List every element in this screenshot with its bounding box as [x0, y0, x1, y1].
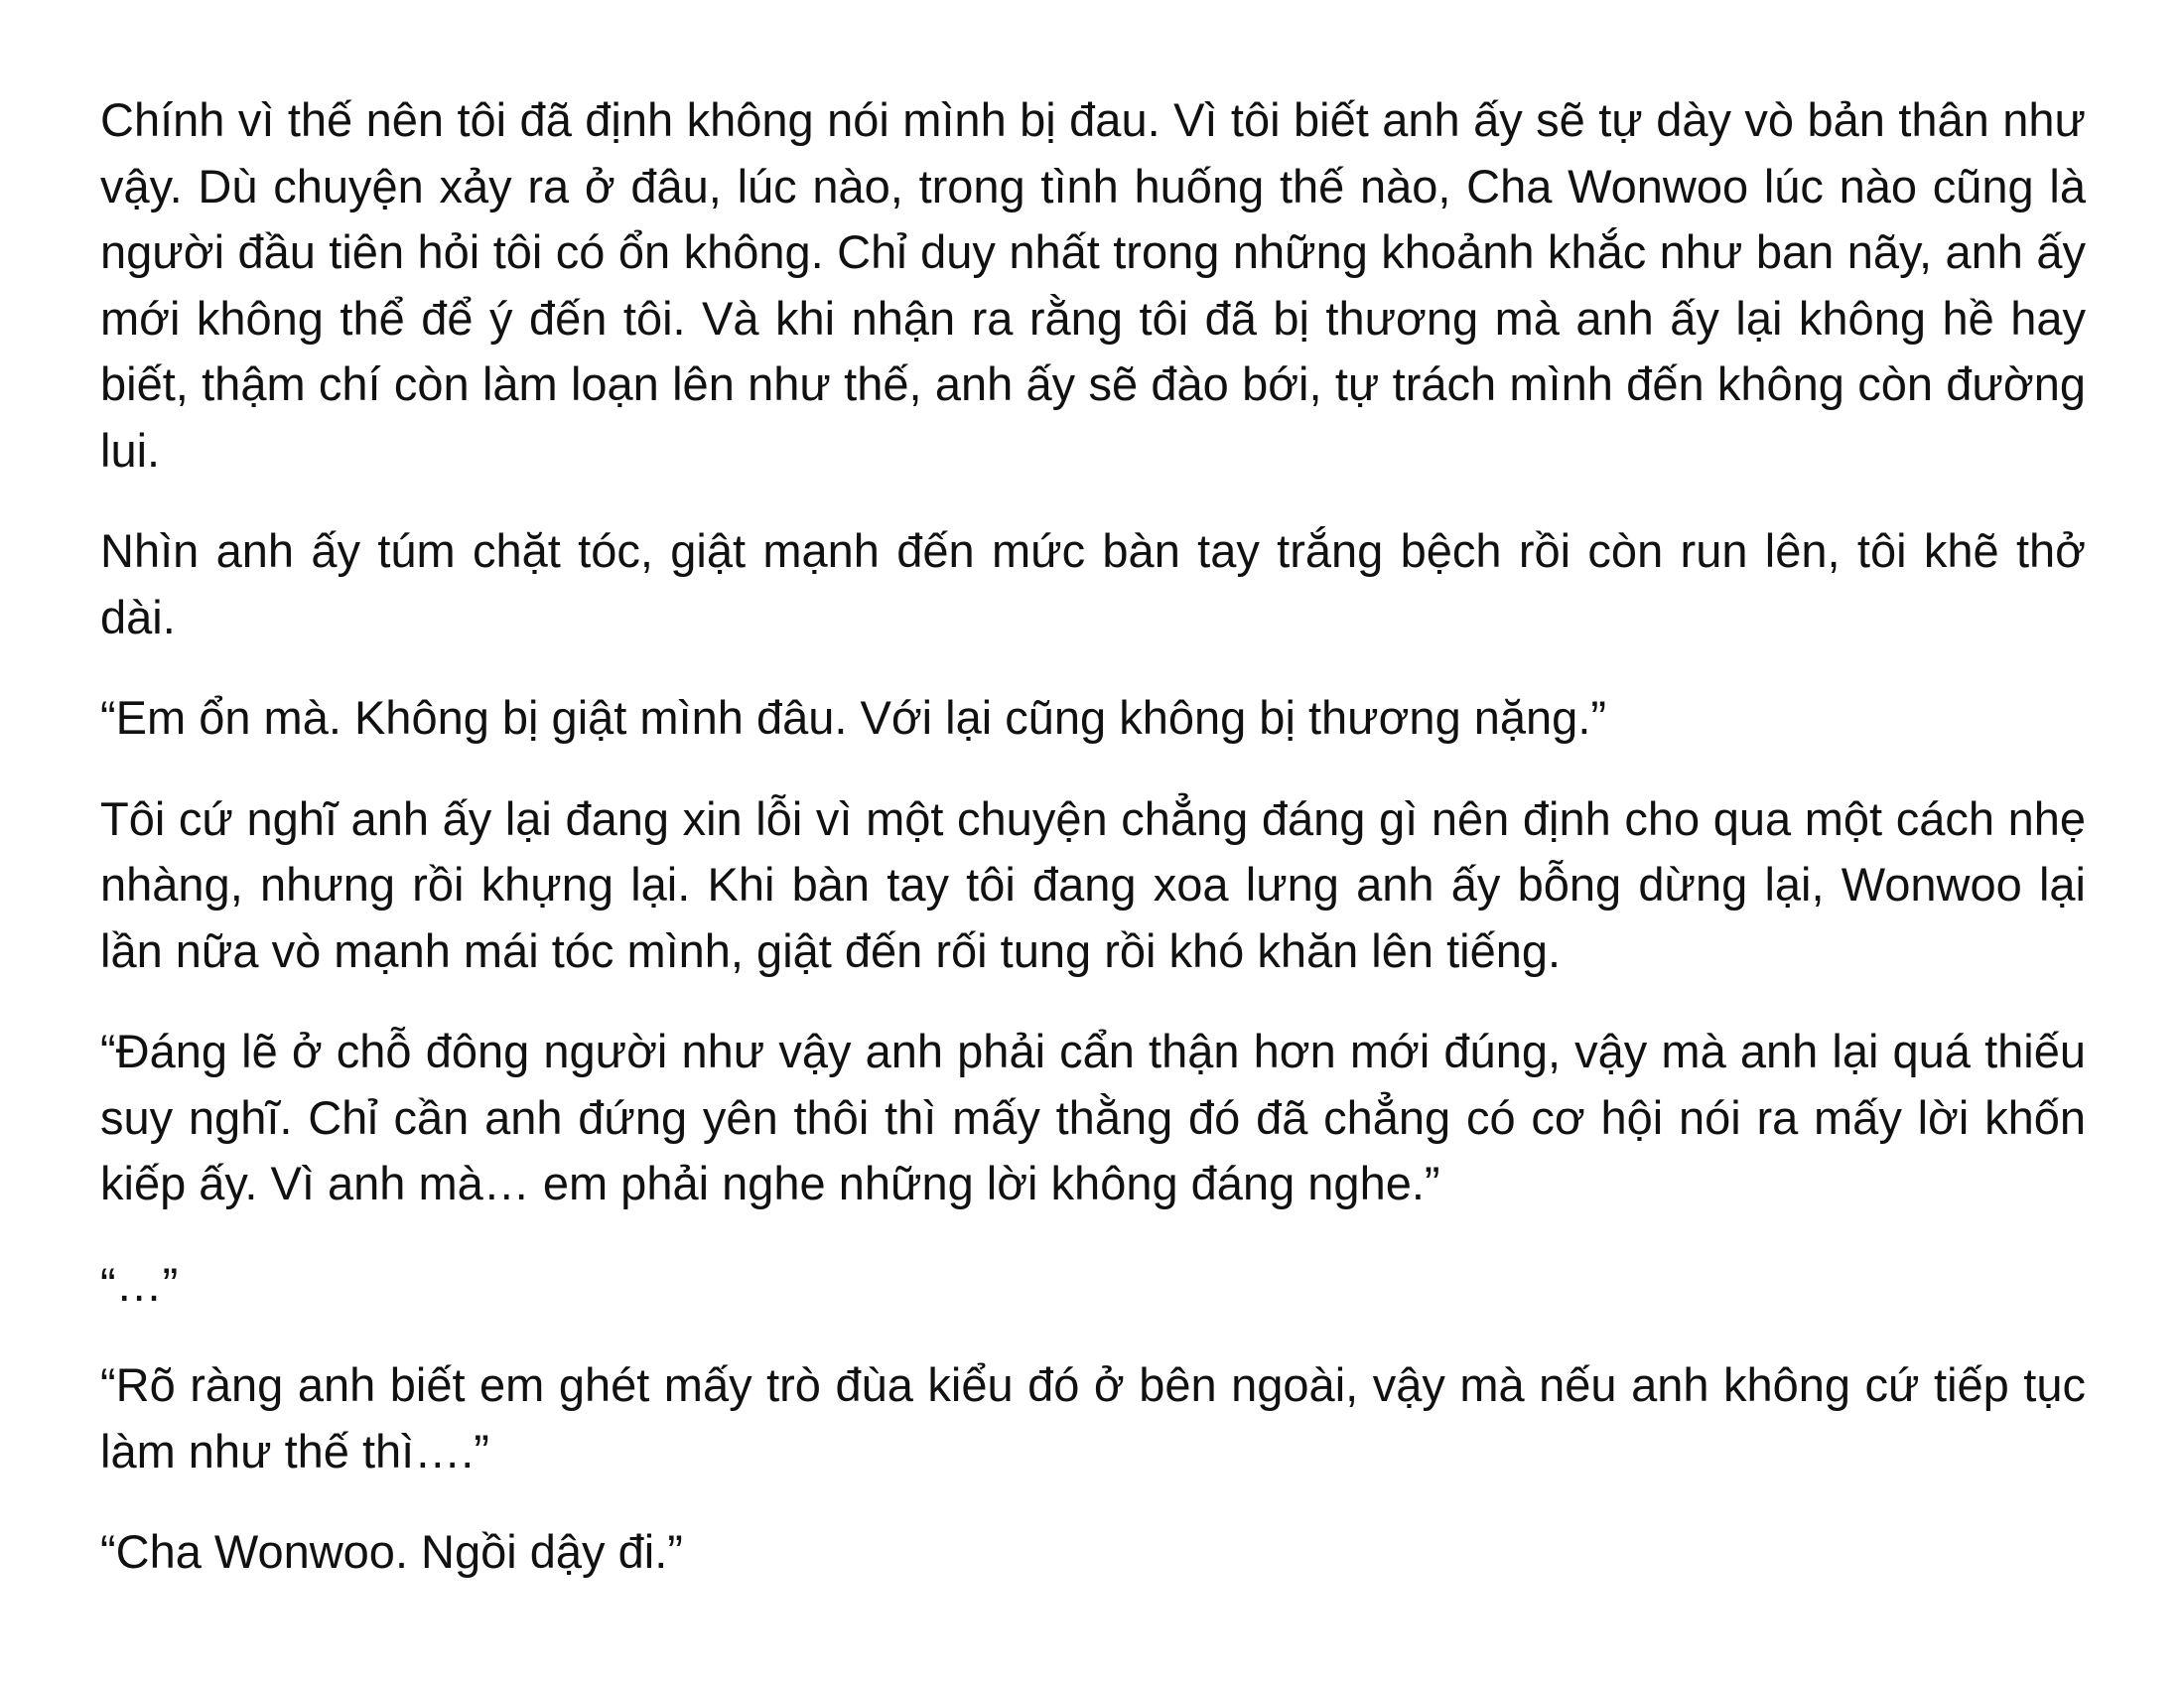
paragraph-8: “Cha Wonwoo. Ngồi dậy đi.” — [100, 1525, 683, 1578]
paragraph-5: “Đáng lẽ ở chỗ đông người như vậy anh phải cẩn thận hơn mới đúng, vậy mà anh lại quá thiếu suy nghĩ. Chỉ cần anh đứng yên thôi thì mấy thằng đó đã chẳng có cơ hội nói ra mấy lời khốn kiếp ấy. Vì anh mà… em phải nghe những lời không đáng nghe.” — [100, 1025, 2086, 1209]
paragraph-2: Nhìn anh ấy túm chặt tóc, giật mạnh đến mức bàn tay trắng bệch rồi còn run lên, tôi khẽ thở dài. — [100, 524, 2086, 643]
paragraph-6: “…” — [100, 1257, 179, 1311]
paragraph-1: Chính vì thế nên tôi đã định không nói mình bị đau. Vì tôi biết anh ấy sẽ tự dày vò bản thân như vậy. Dù chuyện xảy ra ở đâu, lúc nào, trong tình huống thế nào, Cha Wonwoo lúc nào cũng là người đầu tiên hỏi tôi có ổn không. Chỉ duy nhất trong những khoảnh khắc như ban nãy, anh ấy mới không thể để ý đến tôi. Và khi nhận ra rằng tôi đã bị thương mà anh ấy lại không hề hay biết, thậm chí còn làm loạn lên như thế, anh ấy sẽ đào bới, tự trách mình đến không còn đường lui. — [100, 93, 2086, 477]
paragraph-4: Tôi cứ nghĩ anh ấy lại đang xin lỗi vì một chuyện chẳng đáng gì nên định cho qua một cách nhẹ nhàng, nhưng rồi khựng lại. Khi bàn tay tôi đang xoa lưng anh ấy bỗng dừng lại, Wonwoo lại lần nữa vò mạnh mái tóc mình, giật đến rối tung rồi khó khăn lên tiếng. — [100, 791, 2086, 977]
paragraph-7: “Rõ ràng anh biết em ghét mấy trò đùa kiểu đó ở bên ngoài, vậy mà nếu anh không cứ tiếp tục làm như thế thì….” — [100, 1358, 2086, 1477]
paragraph-3: “Em ổn mà. Không bị giật mình đâu. Với lại cũng không bị thương nặng.” — [100, 691, 1607, 744]
document-page — [100, 87, 2086, 1586]
